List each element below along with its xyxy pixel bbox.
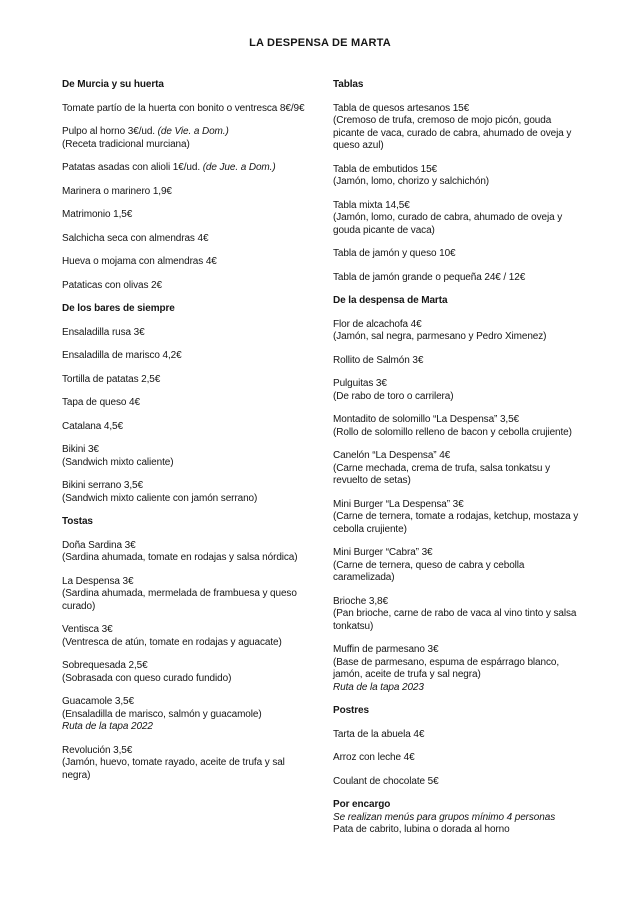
item-text: Patatas asadas con alioli 1€/ud. [62,162,203,173]
menu-column-left [62,79,332,782]
menu-line [62,397,332,410]
item-text: Mini Burger “La Despensa” 3€ [333,498,464,510]
item-text: Tabla de quesos artesanos 15€ [333,102,470,114]
menu-line [62,421,332,434]
menu-item [62,576,332,614]
note-text: Ruta de la tapa 2023 [333,681,424,693]
menu-line [62,493,332,506]
item-text: (Jamón, lomo, curado de cabra, ahumado de oveja y [333,212,563,223]
heading-text: Tablas [333,79,364,90]
item-text: (Sandwich mixto caliente con jamón serrano) [62,492,258,504]
note-text: (de Vie. a Dom.) [157,126,229,137]
menu-line [62,673,332,686]
section-heading [333,705,633,718]
item-text: Ensaladilla rusa 3€ [62,326,145,338]
menu-item [62,696,332,734]
menu-line [62,374,332,387]
item-text: caramelizada) [333,572,395,583]
menu-item [333,499,633,537]
item-text: Canelón “La Despensa” 4€ [333,450,451,461]
item-text: Tarta de la abuela 4€ [333,728,425,740]
menu-line [62,576,332,589]
item-text: Sobrequesada 2,5€ [62,660,148,671]
menu-item [333,319,633,344]
menu-line [333,200,633,213]
item-text: Pulguitas 3€ [333,378,387,389]
menu-line [333,378,633,391]
item-text: Mini Burger “Cabra” 3€ [333,547,433,558]
item-text: (Sandwich mixto caliente) [62,456,174,468]
item-text: Bikini serrano 3,5€ [62,480,143,491]
menu-line [333,547,633,560]
menu-item [62,126,332,151]
menu-item [333,729,633,742]
menu-item [333,378,633,403]
menu-line [62,709,332,722]
menu-line [62,280,332,293]
menu-item [62,209,332,222]
item-text: Revolución 3,5€ [62,744,133,756]
menu-line [333,729,633,742]
item-text: tonkatsu) [333,620,374,632]
item-text: Bikini 3€ [62,444,99,455]
item-text: Catalana 4,5€ [62,420,123,432]
section-heading [62,79,332,92]
menu-line [62,126,332,139]
menu-line [333,705,633,718]
item-text: (Sobrasada con queso curado fundido) [62,672,232,684]
item-text: Brioche 3,8€ [333,595,388,607]
item-text: negra) [62,769,91,781]
menu-item [333,776,633,789]
menu-line [333,176,633,189]
item-text: (Carne de ternera, tomate a rodajas, ketchup, mostaza y [333,511,579,522]
item-text: Pata de cabrito, lubina o dorada al horno [333,824,510,835]
menu-line [333,475,633,488]
menu-line [62,624,332,637]
item-text: Pulpo al horno 3€/ud. [62,126,158,137]
menu-item [62,444,332,469]
menu-line [62,186,332,199]
menu-line [333,427,633,440]
menu-item [333,103,633,153]
menu-line [333,140,633,153]
menu-column-right [333,79,633,837]
item-text: (De rabo de toro o carrilera) [333,390,454,402]
item-text: Coulant de chocolate 5€ [333,775,439,787]
menu-line [333,391,633,404]
menu-item [333,248,633,261]
menu-item [333,200,633,238]
section-heading [333,79,633,92]
menu-line [333,164,633,177]
menu-line [333,414,633,427]
heading-text: De Murcia y su huerta [62,79,164,90]
menu-line [333,128,633,141]
menu-line [62,540,332,553]
menu-line [333,295,633,308]
menu-line [333,657,633,670]
menu-line [333,776,633,789]
item-text: (Ensaladilla de marisco, salmón y guacamole) [62,708,262,720]
menu-line [333,799,633,812]
item-text: (Carne de ternera, queso de cabra y cebolla [333,559,525,571]
item-text: Guacamole 3,5€ [62,696,134,707]
menu-line [333,682,633,695]
note-text: Ruta de la tapa 2022 [62,721,153,732]
menu-item [333,450,633,488]
menu-item [62,480,332,505]
menu-item [62,540,332,565]
menu-line [333,463,633,476]
item-text: revuelto de setas) [333,475,411,486]
menu-line [333,824,633,837]
item-text: (Sardina ahumada, tomate en rodajas y salsa nórdica) [62,552,298,563]
item-text: Tapa de queso 4€ [62,397,140,408]
item-text: (Cremoso de trufa, cremoso de mojo picón, gouda [333,115,552,126]
menu-line [62,444,332,457]
menu-item [62,745,332,783]
menu-line [333,79,633,92]
menu-line [62,770,332,783]
item-text: Pataticas con olivas 2€ [62,279,162,291]
menu-line [333,608,633,621]
menu-line [333,669,633,682]
menu-line [62,233,332,246]
menu-line [62,552,332,565]
menu-line [62,103,332,116]
item-text: Marinera o marinero 1,9€ [62,185,172,197]
menu-line [333,212,633,225]
menu-line [333,331,633,344]
menu-item [62,186,332,199]
menu-line [62,457,332,470]
item-text: (Sardina ahumada, mermelada de frambuesa y queso [62,588,297,599]
item-text: (Jamón, huevo, tomate rayado, aceite de trufa y sal [62,757,285,768]
menu-item [333,164,633,189]
menu-line [333,319,633,332]
menu-line [62,637,332,650]
menu-item [333,752,633,765]
item-text: Hueva o mojama con almendras 4€ [62,256,217,267]
item-text: (Receta tradicional murciana) [62,138,190,150]
menu-line [62,745,332,758]
menu-item [62,162,332,175]
heading-text: De la despensa de Marta [333,295,448,306]
menu-line [62,721,332,734]
menu-line [62,79,332,92]
item-text: jamón, aceite de trufa y sal negra) [333,669,481,680]
item-text: Matrimonio 1,5€ [62,209,133,220]
item-text: (Ventresca de atún, tomate en rodajas y aguacate) [62,636,282,648]
item-text: La Despensa 3€ [62,575,134,587]
item-text: (Rollo de solomillo relleno de bacon y cebolla crujiente) [333,426,572,438]
menu-line [62,601,332,614]
menu-line [333,499,633,512]
item-text: Rollito de Salmón 3€ [333,354,424,366]
menu-line [333,355,633,368]
item-text: (Base de parmesano, espuma de espárrago blanco, [333,656,559,668]
menu-item [333,414,633,439]
section-heading [62,303,332,316]
menu-line [62,139,332,152]
menu-line [62,480,332,493]
menu-item [62,350,332,363]
item-text: (Jamón, sal negra, parmesano y Pedro Ximenez) [333,331,547,342]
menu-line [333,225,633,238]
item-text: Doña Sardina 3€ [62,539,136,551]
heading-text: De los bares de siempre [62,303,175,314]
note-text: (de Jue. a Dom.) [202,162,276,173]
menu-line [62,696,332,709]
item-text: Ventisca 3€ [62,624,113,635]
section-heading [62,516,332,529]
menu-line [62,162,332,175]
item-text: picante de vaca, curado de cabra, ahumado de oveja y [333,127,572,139]
heading-text: Por encargo [333,799,391,810]
menu-item [333,355,633,368]
menu-item [333,596,633,634]
item-text: queso azul) [333,140,384,151]
menu-line [62,757,332,770]
menu-line [62,256,332,269]
heading-text: Postres [333,705,369,716]
item-text: gouda picante de vaca) [333,224,435,236]
menu-line [333,450,633,463]
item-text: Flor de alcachofa 4€ [333,318,422,330]
menu-item [62,397,332,410]
menu-item [62,233,332,246]
note-text: Se realizan menús para grupos mínimo 4 personas [333,811,556,823]
menu-line [333,596,633,609]
item-text: Muffin de parmesano 3€ [333,644,439,655]
item-text: (Pan brioche, carne de rabo de vaca al vino tinto y salsa [333,608,577,619]
menu-line [333,572,633,585]
item-text: Tabla de embutidos 15€ [333,163,437,175]
menu-line [62,350,332,363]
menu-item [62,327,332,340]
menu-line [333,644,633,657]
menu-line [62,209,332,222]
menu-item [333,547,633,585]
item-text: curado) [62,600,96,612]
item-text: Salchicha seca con almendras 4€ [62,232,209,244]
menu-line [333,115,633,128]
menu-line [333,560,633,573]
menu-line [333,103,633,116]
menu-line [62,327,332,340]
menu-line [333,248,633,261]
item-text: (Carne mechada, crema de trufa, salsa tonkatsu y [333,462,550,474]
item-text: Montadito de solomillo “La Despensa” 3,5€ [333,414,520,425]
menu-item [62,280,332,293]
menu-line [62,516,332,529]
item-text: Tabla de jamón y queso 10€ [333,248,456,259]
menu-line [333,812,633,825]
menu-line [333,511,633,524]
menu-item [62,421,332,434]
menu-line [333,272,633,285]
menu-item [333,644,633,694]
menu-line [333,752,633,765]
menu-line [62,660,332,673]
section-heading [333,295,633,308]
item-text: (Jamón, lomo, chorizo y salchichón) [333,176,490,187]
menu-item [62,624,332,649]
menu-item [333,272,633,285]
item-text: Ensaladilla de marisco 4,2€ [62,350,182,361]
item-text: Tomate partío de la huerta con bonito o ventresca 8€/9€ [62,102,305,114]
menu-line [62,588,332,601]
item-text: Arroz con leche 4€ [333,752,415,763]
menu-item [62,374,332,387]
menu-item [62,660,332,685]
page-title: LA DESPENSA DE MARTA [249,37,391,49]
menu-item [333,799,633,837]
menu-line [333,524,633,537]
item-text: Tortilla de patatas 2,5€ [62,373,161,385]
item-text: cebolla crujiente) [333,523,407,535]
menu-line [62,303,332,316]
menu-line [333,621,633,634]
item-text: Tabla de jamón grande o pequeña 24€ / 12€ [333,271,526,283]
menu-item [62,103,332,116]
item-text: Tabla mixta 14,5€ [333,199,410,211]
heading-text: Tostas [62,516,93,527]
menu-item [62,256,332,269]
